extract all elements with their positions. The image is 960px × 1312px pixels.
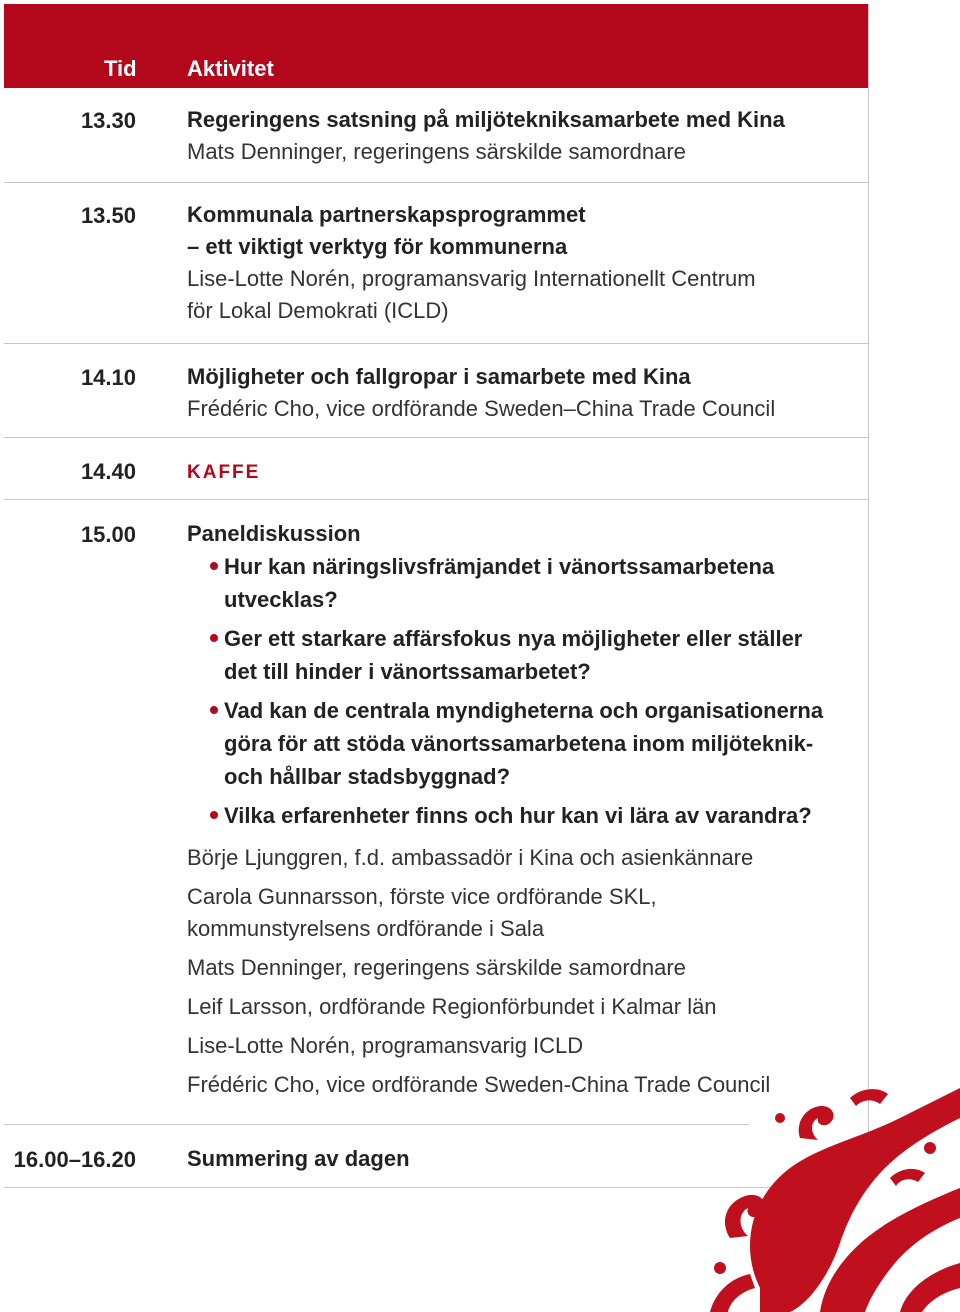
- question-item: Vilka erfarenheter finns och hur kan vi lära av varandra?: [187, 799, 836, 832]
- agenda-row: [4, 88, 868, 183]
- row-time: 13.30: [80, 108, 136, 133]
- agenda-row: [4, 344, 868, 438]
- row-time: 14.40: [80, 459, 136, 484]
- dragon-ornament-icon: [700, 1078, 960, 1312]
- header-time: Tid: [104, 56, 137, 81]
- bullet-icon: [210, 634, 218, 642]
- row-time: 15.00: [80, 522, 136, 547]
- row-time: 13.50: [80, 203, 136, 228]
- row-title: Möjligheter och fallgropar i samarbete med Kina: [187, 364, 691, 389]
- header-activity: Aktivitet: [187, 56, 274, 81]
- row-title: Kommunala partnerskapsprogrammet: [187, 202, 586, 227]
- agenda-row-break: [4, 438, 868, 500]
- row-speaker: Mats Denninger, regeringens särskilde samordnare: [187, 139, 686, 164]
- bullet-icon: [210, 811, 218, 819]
- panelist: Lise-Lotte Norén, programansvarig ICLD: [187, 1033, 584, 1058]
- row-speaker: Frédéric Cho, vice ordförande Sweden–China Trade Council: [187, 396, 776, 421]
- question-item: Ger ett starkare affärsfokus nya möjligheter eller ställer det till hinder i vänortssamarbetet?: [187, 622, 836, 688]
- row-title: Paneldiskussion: [187, 521, 361, 546]
- bullet-icon: [210, 706, 218, 714]
- panelist: Mats Denninger, regeringens särskilde samordnare: [187, 955, 686, 980]
- question-item: Vad kan de centrala myndigheterna och organisationerna göra för att stöda vänortssamarbetena inom miljöteknik- och hållbar stadsbyggnad?: [187, 694, 836, 793]
- row-time: 14.10: [80, 365, 136, 390]
- panelist: Frédéric Cho, vice ordförande Sweden-China Trade Council: [187, 1072, 771, 1097]
- coffee-break-label: KAFFE: [187, 462, 261, 483]
- panelist: Börje Ljunggren, f.d. ambassadör i Kina och asienkännare: [187, 845, 754, 870]
- row-title: Regeringens satsning på miljötekniksamarbete med Kina: [187, 107, 785, 132]
- table-header: [4, 4, 868, 88]
- row-speaker-cont: för Lokal Demokrati (ICLD): [187, 298, 449, 323]
- panelist: Leif Larsson, ordförande Regionförbundet i Kalmar län: [187, 994, 717, 1019]
- agenda-row-panel: [4, 500, 868, 1126]
- row-speaker: Lise-Lotte Norén, programansvarig Internationellt Centrum: [187, 266, 756, 291]
- row-time: 16.00–16.20: [13, 1147, 136, 1172]
- panelist: Carola Gunnarsson, förste vice ordförande SKL, kommunstyrelsens ordförande i Sala: [187, 884, 657, 941]
- row-title: Summering av dagen: [187, 1146, 410, 1171]
- agenda-row: [4, 183, 868, 344]
- bullet-icon: [210, 562, 218, 570]
- agenda-table: [4, 4, 869, 1188]
- question-item: Hur kan näringslivsfrämjandet i vänortssamarbetena utvecklas?: [187, 550, 836, 616]
- row-title-cont: – ett viktigt verktyg för kommunerna: [187, 234, 568, 259]
